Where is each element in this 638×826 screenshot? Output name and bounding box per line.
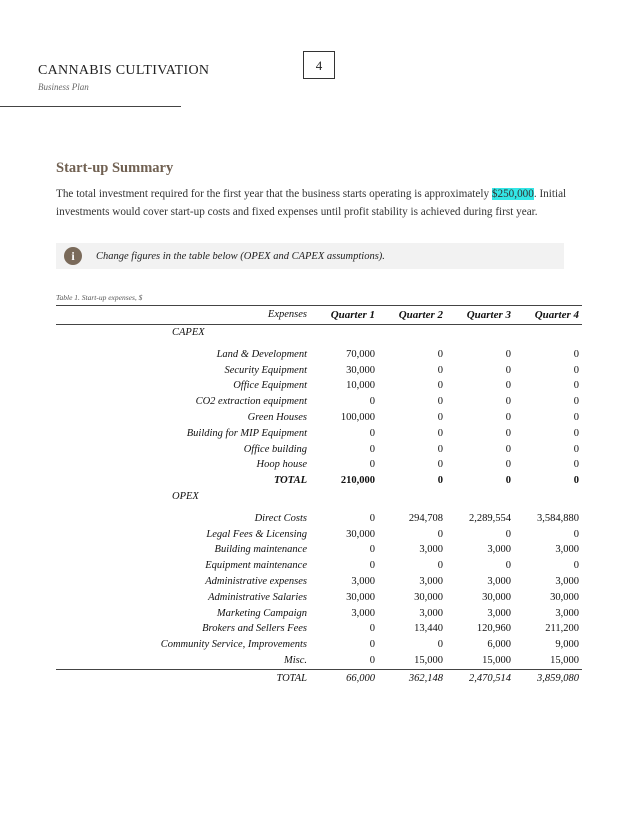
intro-text-start: The total investment required for the first year that the business starts operating is approximately — [56, 188, 492, 200]
row-value: 0 — [505, 396, 511, 408]
row-value: 70,000 — [346, 348, 375, 360]
row-label: CO2 extraction equipment — [195, 396, 307, 408]
row-value: 0 — [505, 380, 511, 392]
row-value: 0 — [505, 364, 511, 376]
row-value: 3,859,080 — [514, 669, 582, 687]
startup-expenses-table — [56, 305, 582, 687]
opex-row — [56, 542, 582, 558]
document-title: CANNABIS CULTIVATION — [38, 63, 210, 78]
row-value: 30,000 — [414, 591, 443, 603]
row-value: 10,000 — [346, 380, 375, 392]
row-label: TOTAL — [273, 475, 307, 487]
row-value: 0 — [573, 380, 579, 392]
row-value: 30,000 — [346, 528, 375, 540]
row-value: 0 — [369, 443, 375, 455]
row-value: 15,000 — [414, 654, 443, 666]
capex-row — [56, 363, 582, 379]
row-value: 0 — [505, 411, 511, 423]
opex-row — [56, 606, 582, 622]
row-label: Direct Costs — [254, 512, 307, 524]
row-value: 120,960 — [476, 623, 511, 635]
row-value: 3,000 — [351, 575, 375, 587]
row-value: 294,708 — [408, 512, 443, 524]
row-value: 0 — [437, 443, 443, 455]
row-value: 211,200 — [545, 623, 579, 635]
row-value: 3,584,880 — [537, 512, 579, 524]
row-value: 0 — [437, 639, 443, 651]
row-value: 15,000 — [550, 654, 579, 666]
row-value: 0 — [369, 623, 375, 635]
row-label: Land & Development — [216, 348, 307, 360]
row-value: 0 — [437, 427, 443, 439]
row-value: 3,000 — [419, 544, 443, 556]
row-value: 30,000 — [346, 591, 375, 603]
row-value: 0 — [369, 459, 375, 471]
opex-row — [56, 574, 582, 590]
row-value: 3,000 — [487, 544, 511, 556]
row-value: 0 — [573, 364, 579, 376]
row-value: 0 — [573, 459, 579, 471]
row-label: Marketing Campaign — [216, 607, 307, 619]
header-cell: Quarter 3 — [446, 306, 514, 325]
row-value: 0 — [573, 443, 579, 455]
row-value: 0 — [573, 560, 579, 572]
row-value: 100,000 — [340, 411, 375, 423]
row-value: 0 — [573, 396, 579, 408]
row-value: 0 — [369, 544, 375, 556]
row-value: 0 — [505, 528, 511, 540]
row-value: 3,000 — [351, 607, 375, 619]
document-subtitle: Business Plan — [38, 82, 89, 92]
row-value: 0 — [505, 443, 511, 455]
row-value: 0 — [573, 348, 579, 360]
row-value: 2,289,554 — [469, 512, 511, 524]
row-value: 0 — [369, 639, 375, 651]
opex-row — [56, 558, 582, 574]
row-value: 3,000 — [555, 607, 579, 619]
row-label: Administrative expenses — [205, 575, 307, 587]
row-value: 210,000 — [340, 475, 375, 487]
row-value: 0 — [369, 654, 375, 666]
highlighted-amount: $250,000 — [491, 188, 534, 200]
row-label: Hoop house — [256, 459, 307, 471]
header-cell: Quarter 1 — [310, 306, 378, 325]
capex-row — [56, 347, 582, 363]
row-value: 30,000 — [346, 364, 375, 376]
notice-text: Change figures in the table below (OPEX and CAPEX assumptions). — [96, 250, 385, 262]
row-value: 0 — [505, 427, 511, 439]
capex-row — [56, 457, 582, 473]
row-label: Brokers and Sellers Fees — [202, 623, 307, 635]
row-value: 0 — [437, 348, 443, 360]
opex-row — [56, 653, 582, 669]
row-value: 0 — [437, 475, 443, 487]
row-value: 0 — [369, 512, 375, 524]
row-value: 66,000 — [310, 669, 378, 687]
row-value: 6,000 — [487, 639, 511, 651]
row-value: 3,000 — [419, 575, 443, 587]
row-value: 0 — [573, 528, 579, 540]
row-value: 0 — [437, 411, 443, 423]
intro-paragraph — [56, 186, 586, 221]
row-value: 0 — [437, 528, 443, 540]
capex-row — [56, 426, 582, 442]
capex-group-row — [56, 325, 582, 341]
row-value: 3,000 — [487, 607, 511, 619]
row-value: 0 — [573, 411, 579, 423]
row-label: Building for MIP Equipment — [186, 427, 307, 439]
row-value: 0 — [437, 560, 443, 572]
row-label: Legal Fees & Licensing — [206, 528, 307, 540]
table-header-row — [56, 306, 582, 325]
capex-total-row — [56, 473, 582, 489]
header-cell: Quarter 4 — [514, 306, 582, 325]
opex-row — [56, 637, 582, 653]
opex-row — [56, 527, 582, 543]
opex-group-row — [56, 489, 582, 505]
row-label: Office Equipment — [233, 380, 307, 392]
row-value: 30,000 — [550, 591, 579, 603]
row-label: Equipment maintenance — [205, 560, 307, 572]
row-value: 0 — [369, 396, 375, 408]
intro-text-end: . Initial investments would cover start-up costs and fixed expenses until profit stability is achieved during first year. — [56, 188, 567, 218]
capex-row — [56, 378, 582, 394]
row-value: 0 — [369, 560, 375, 572]
row-value: 0 — [437, 380, 443, 392]
row-value: 15,000 — [482, 654, 511, 666]
row-label: Administrative Salaries — [208, 591, 307, 603]
group-label: OPEX — [172, 490, 199, 502]
row-value: 0 — [573, 475, 579, 487]
row-value: 0 — [437, 396, 443, 408]
row-label: Green Houses — [247, 411, 307, 423]
opex-row — [56, 621, 582, 637]
row-value: 0 — [505, 459, 511, 471]
row-value: 9,000 — [555, 639, 579, 651]
page-number: 4 — [303, 51, 335, 79]
grand-total-row — [56, 669, 582, 687]
row-label: TOTAL — [56, 669, 310, 687]
header-divider — [0, 106, 181, 107]
row-value: 13,440 — [414, 623, 443, 635]
row-label: Building maintenance — [214, 544, 307, 556]
row-value: 0 — [437, 364, 443, 376]
opex-row — [56, 590, 582, 606]
row-value: 0 — [369, 427, 375, 439]
row-value: 0 — [573, 427, 579, 439]
row-label: Security Equipment — [224, 364, 307, 376]
table-caption: Table 1. Start-up expenses, $ — [56, 293, 143, 302]
row-label: Office building — [243, 443, 307, 455]
row-value: 0 — [505, 348, 511, 360]
row-value: 3,000 — [555, 544, 579, 556]
notice-box — [56, 243, 564, 269]
row-label: Misc. — [283, 654, 307, 666]
section-title: Start-up Summary — [56, 160, 174, 176]
row-value: 3,000 — [419, 607, 443, 619]
row-value: 2,470,514 — [446, 669, 514, 687]
row-value: 30,000 — [482, 591, 511, 603]
row-value: 0 — [505, 475, 511, 487]
group-label: CAPEX — [172, 327, 205, 338]
opex-row — [56, 511, 582, 527]
table-body — [56, 306, 582, 687]
header-cell: Expenses — [56, 306, 310, 325]
row-value: 3,000 — [555, 575, 579, 587]
capex-row — [56, 410, 582, 426]
row-label: Community Service, Improvements — [160, 639, 307, 651]
row-value: 0 — [437, 459, 443, 471]
row-value: 0 — [505, 560, 511, 572]
row-value: 3,000 — [487, 575, 511, 587]
info-icon: i — [64, 247, 82, 265]
header-cell: Quarter 2 — [378, 306, 446, 325]
row-value: 362,148 — [378, 669, 446, 687]
capex-row — [56, 442, 582, 458]
capex-row — [56, 394, 582, 410]
